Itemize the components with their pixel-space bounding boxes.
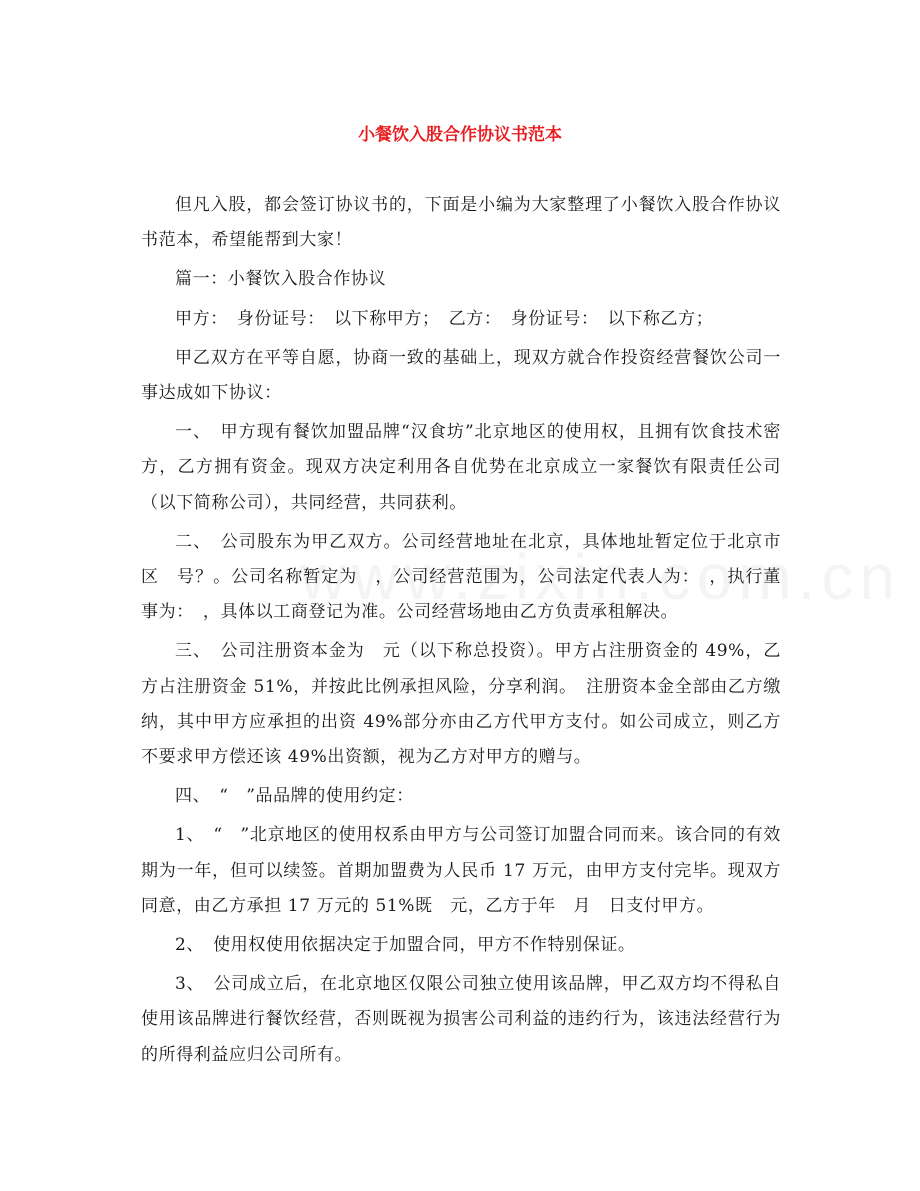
clause-2: 二、 公司股东为甲乙双方。公司经营地址在北京，具体地址暂定位于北京市区 号？。公司名称暂定为 ，公司经营范围为，公司法定代表人为： ，执行董事为： ，具体以工商登记为准。公司经营场地由乙方负责承租解决。	[141, 531, 781, 623]
subclause-4-1: 1、 “ ”北京地区的使用权系由甲方与公司签订加盟合同而来。该合同的有效期为一年，但可以续签。首期加盟费为人民币 17 万元，由甲方支付完毕。现双方同意，由乙方承担 17 万元的 51%既 元，乙方于年 月 日支付甲方。	[141, 825, 781, 916]
clause-1: 一、 甲方现有餐饮加盟品牌“汉食坊”北京地区的使用权，且拥有饮食技术密方，乙方拥有资金。现双方决定利用各自优势在北京成立一家餐饮有限责任公司（以下简称公司），共同经营，共同获利。	[141, 422, 781, 513]
subclause-4-2: 2、 使用权使用依据决定于加盟合同，甲方不作特别保证。	[175, 935, 636, 956]
document-body	[141, 188, 781, 1077]
section-heading: 篇一：小餐饮入股合作协议	[175, 269, 387, 290]
intro-paragraph: 但凡入股，都会签订协议书的，下面是小编为大家整理了小餐饮入股合作协议书范本，希望能帮到大家！	[141, 195, 781, 251]
preamble-paragraph: 甲乙双方在平等自愿，协商一致的基础上，现双方就合作投资经营餐饮公司一事达成如下协议：	[141, 347, 781, 404]
document-title: 小餐饮入股合作协议书范本	[358, 125, 562, 145]
clause-4-heading: 四、 “ ”品品牌的使用约定：	[175, 786, 414, 807]
subclause-4-3: 3、 公司成立后，在北京地区仅限公司独立使用该品牌，甲乙双方均不得私自使用该品牌进行餐饮经营，否则既视为损害公司利益的违约行为，该违法经营行为的所得利益应归公司所有。	[141, 974, 781, 1065]
clause-3: 三、 公司注册资本金为 元（以下称总投资）。甲方占注册资金的 49%，乙方占注册资金 51%，并按此比例承担风险，分享利润。 注册资本金全部由乙方缴纳，其中甲方应承担的出资 49%部分亦由乙方代甲方支付。如公司成立，则乙方不要求甲方偿还该 49%出资额，视为乙方对甲方的赠与。	[141, 641, 781, 768]
parties-line: 甲方： 身份证号： 以下称甲方； 乙方： 身份证号： 以下称乙方；	[175, 308, 714, 329]
